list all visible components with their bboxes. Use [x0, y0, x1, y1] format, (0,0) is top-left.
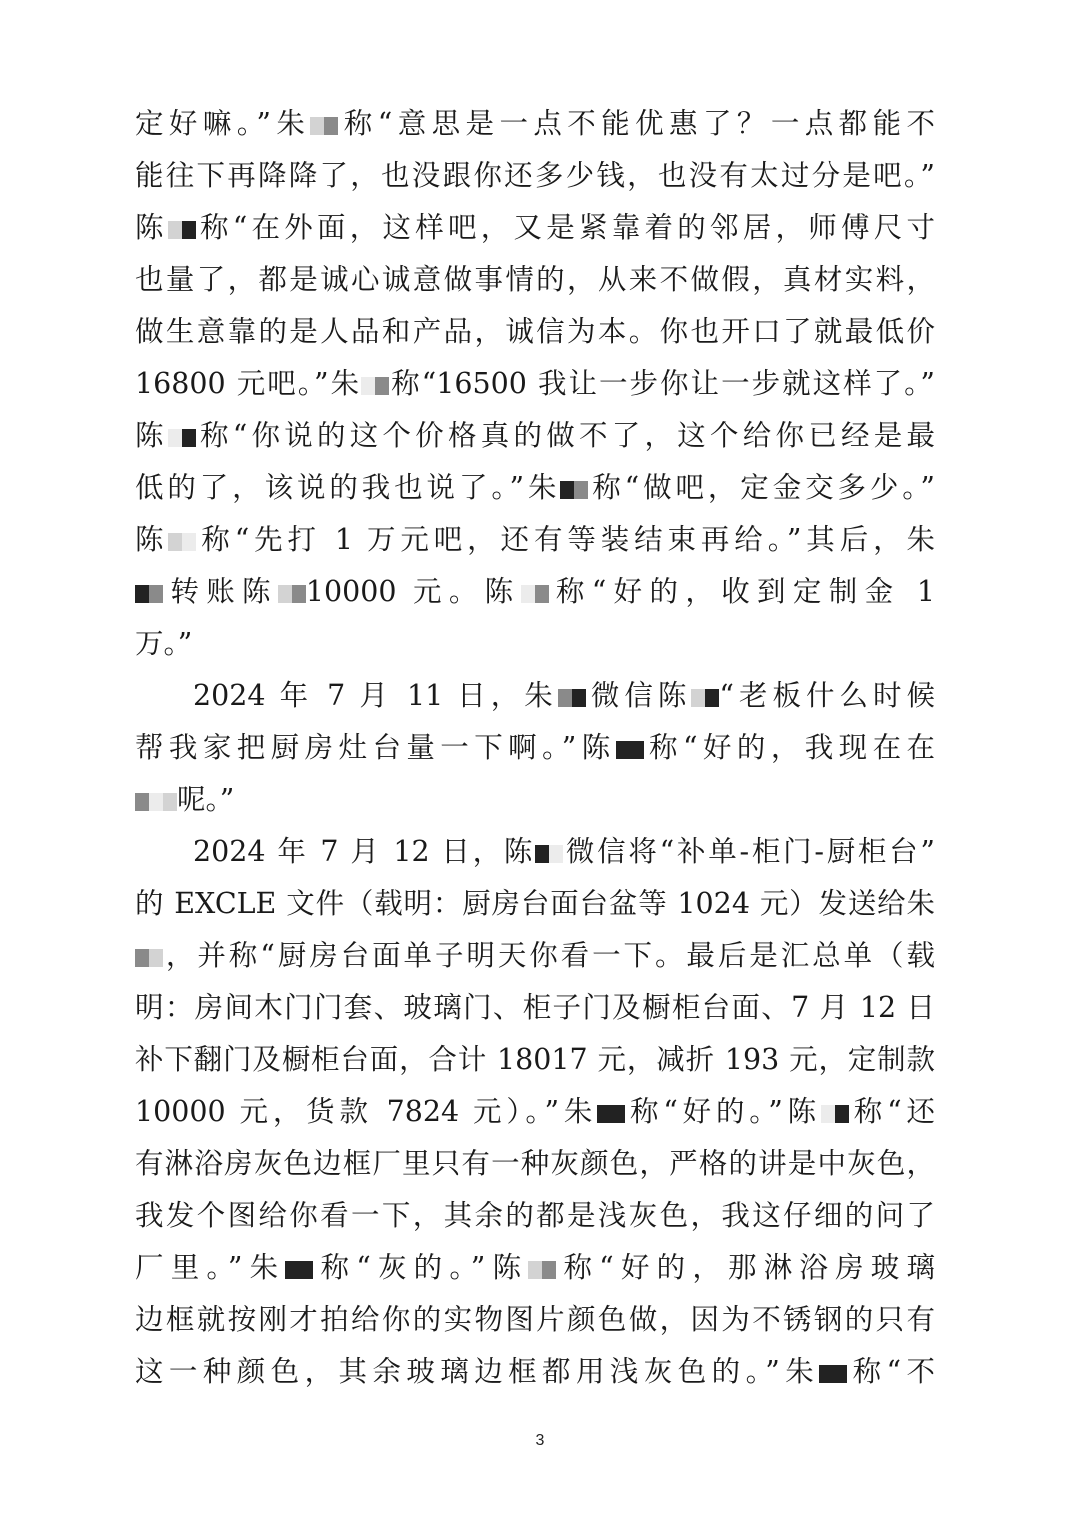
redaction-mark [135, 793, 149, 811]
document-body [135, 98, 935, 1398]
text-line [135, 514, 935, 566]
text-line [135, 670, 935, 722]
text-segment: 也量了，都是诚心诚意做事情的，从来不做假，真材实料， [135, 263, 935, 296]
redaction-mark [705, 689, 719, 707]
redaction-mark [560, 481, 574, 499]
redaction-mark [611, 1105, 625, 1123]
text-line [135, 254, 935, 306]
text-line [135, 982, 935, 1034]
text-segment: 有淋浴房灰色边框厂里只有一种灰颜色，严格的讲是中灰色， [135, 1147, 935, 1180]
text-segment: 称“在外面，这样吧，又是紧靠着的邻居，师傅尺寸 [195, 211, 935, 244]
text-line [135, 98, 935, 150]
redaction-mark [535, 845, 549, 863]
redaction-mark [182, 533, 196, 551]
redaction-mark [535, 585, 549, 603]
text-segment: 称“16500 我让一步你让一步就这样了。” [389, 367, 935, 400]
text-line [135, 150, 935, 202]
redaction-mark [149, 585, 163, 603]
redaction-mark [292, 585, 306, 603]
text-segment: 厂里。”朱 [135, 1251, 286, 1284]
redaction-mark [572, 689, 586, 707]
text-line [135, 1034, 935, 1086]
text-line [135, 306, 935, 358]
text-line [135, 774, 935, 826]
text-line [135, 1138, 935, 1190]
redaction-mark [278, 585, 292, 603]
text-segment: 10000 元。陈 [305, 575, 521, 608]
text-segment: 明：房间木门门套、玻璃门、柜子门及橱柜台面、7 月 12 日 [135, 991, 935, 1024]
redaction-mark [597, 1105, 611, 1123]
redaction-mark [833, 1365, 847, 1383]
redaction-mark [299, 1261, 313, 1279]
text-segment: 低的了，该说的我也说了。”朱 [135, 471, 561, 504]
text-line [135, 566, 935, 618]
text-line [135, 722, 935, 774]
text-segment: 称“灰的。”陈 [313, 1251, 529, 1284]
redaction-mark [630, 741, 644, 759]
text-segment: 称“先打 1 万元吧，还有等装结束再给。”其后，朱 [196, 523, 935, 556]
redaction-mark [558, 689, 572, 707]
text-segment: 称“好的，收到定制金 1 [548, 575, 935, 608]
text-segment: 边框就按刚才拍给你的实物图片颜色做，因为不锈钢的只有 [135, 1303, 935, 1336]
text-line [135, 410, 935, 462]
text-segment: 称“做吧，定金交多少。” [588, 471, 935, 504]
redaction-mark [149, 949, 163, 967]
redaction-mark [835, 1105, 849, 1123]
text-segment: 2024 年 7 月 11 日，朱 [193, 679, 558, 712]
text-segment: 10000 元，货款 7824 元）。”朱 [135, 1095, 598, 1128]
redaction-mark [168, 221, 182, 239]
text-segment: 能往下再降降了，也没跟你还多少钱，也没有太过分是吧。” [135, 159, 935, 192]
redaction-mark [375, 377, 389, 395]
text-segment: 称“不 [847, 1355, 935, 1388]
text-line [135, 1242, 935, 1294]
text-segment: 称“好的，我现在在 [643, 731, 935, 764]
text-line [135, 1086, 935, 1138]
text-segment: 补下翻门及橱柜台面，合计 18017 元，减折 193 元，定制款 [135, 1043, 935, 1076]
redaction-mark [691, 689, 705, 707]
redaction-mark [616, 741, 630, 759]
text-line [135, 930, 935, 982]
redaction-mark [149, 793, 163, 811]
redaction-mark [361, 377, 375, 395]
redaction-mark [135, 585, 149, 603]
redaction-mark [168, 533, 182, 551]
redaction-mark [574, 481, 588, 499]
redaction-mark [819, 1365, 833, 1383]
text-segment: 微信将“补单-柜门-厨柜台” [563, 835, 935, 868]
redaction-mark [521, 585, 535, 603]
redaction-mark [528, 1261, 542, 1279]
text-line [135, 1190, 935, 1242]
text-segment: 陈 [135, 419, 168, 452]
text-segment: 我发个图给你看一下，其余的都是浅灰色，我这仔细的问了 [135, 1199, 935, 1232]
redaction-mark [549, 845, 563, 863]
text-segment: 称“你说的这个价格真的做不了，这个给你已经是最 [195, 419, 935, 452]
text-line [135, 878, 935, 930]
text-line [135, 618, 935, 670]
text-segment: “老板什么时候 [719, 679, 935, 712]
page-number: 3 [535, 1432, 545, 1449]
text-line [135, 462, 935, 514]
text-segment: 称“还 [849, 1095, 935, 1128]
text-segment: 称“好的，那淋浴房玻璃 [556, 1251, 935, 1284]
redaction-mark [182, 221, 196, 239]
text-segment: 帮我家把厨房灶台量一下啊。”陈 [135, 731, 616, 764]
text-segment: 微信陈 [585, 679, 692, 712]
redaction-mark [324, 117, 338, 135]
text-segment: 的 EXCLE 文件（载明：厨房台面台盆等 1024 元）发送给朱 [135, 887, 935, 920]
text-line [135, 358, 935, 410]
text-segment: 16800 元吧。”朱 [135, 367, 362, 400]
text-segment: ，并称“厨房台面单子明天你看一下。最后是汇总单（载 [163, 939, 935, 972]
redaction-mark [135, 949, 149, 967]
text-segment: 转账陈 [163, 575, 278, 608]
text-line [135, 1294, 935, 1346]
text-segment: 称“意思是一点不能优惠了？一点都能不 [338, 107, 935, 140]
redaction-mark [285, 1261, 299, 1279]
text-line [135, 1346, 935, 1398]
text-segment: 称“好的。”陈 [625, 1095, 821, 1128]
text-segment: 做生意靠的是人品和产品，诚信为本。你也开口了就最低价 [135, 315, 935, 348]
text-line [135, 202, 935, 254]
redaction-mark [168, 429, 182, 447]
text-segment: 万。” [135, 627, 193, 660]
text-segment: 这一种颜色，其余玻璃边框都用浅灰色的。”朱 [135, 1355, 820, 1388]
text-segment: 陈 [135, 523, 169, 556]
text-segment: 陈 [135, 211, 168, 244]
text-segment: 呢。” [177, 783, 235, 816]
text-segment: 定好嘛。”朱 [135, 107, 311, 140]
redaction-mark [542, 1261, 556, 1279]
redaction-mark [163, 793, 177, 811]
redaction-mark [182, 429, 196, 447]
redaction-mark [310, 117, 324, 135]
text-segment: 2024 年 7 月 12 日，陈 [193, 835, 536, 868]
text-line [135, 826, 935, 878]
redaction-mark [821, 1105, 835, 1123]
